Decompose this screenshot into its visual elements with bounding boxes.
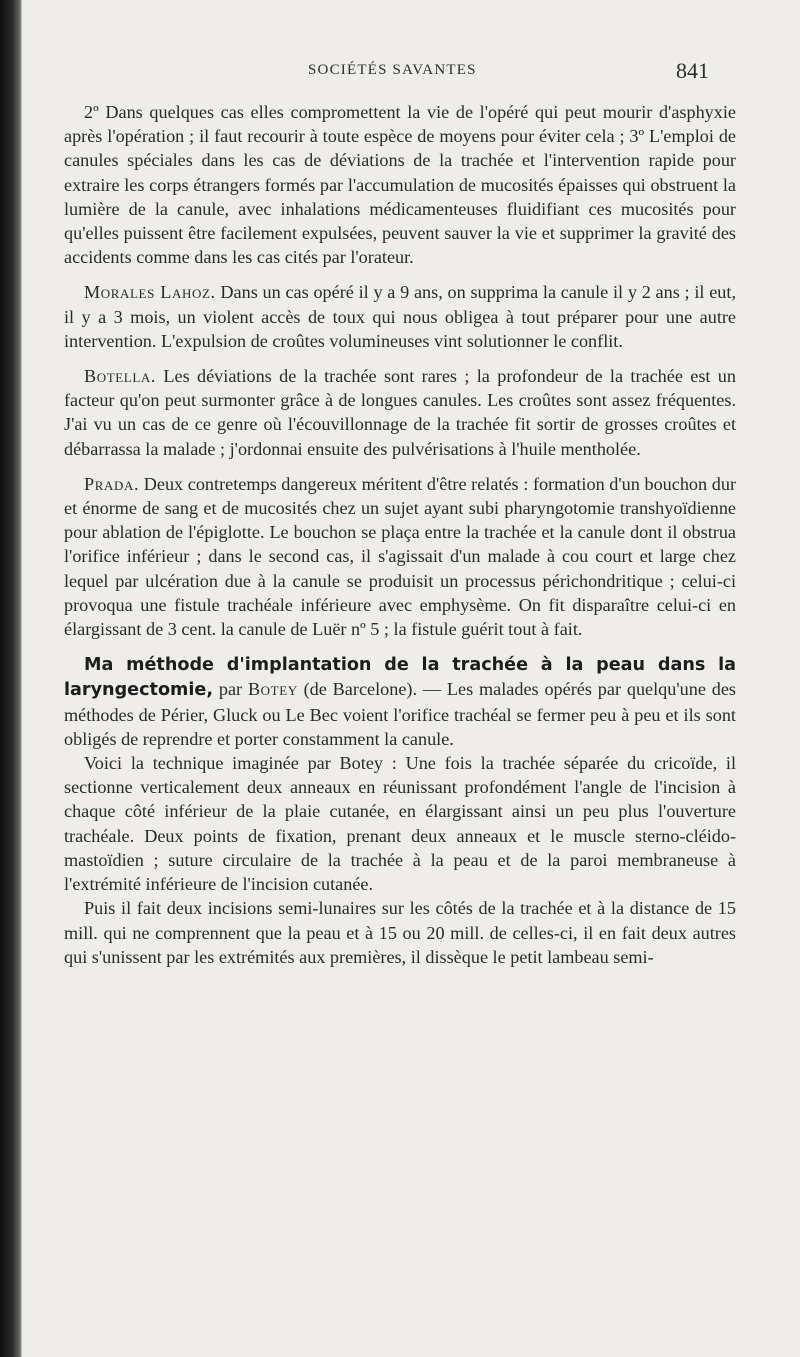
paragraph-text: Deux contretemps dangereux méritent d'être relatés : formation d'un bouchon dur et énorme de sang et de mucosités chez un sujet ayant subi pharyngotomie transhyoïdienne pour ablation de l'épiglotte. Le bouchon se plaça entre la trachée et la canule dont il obstrua l'orifice inférieur ; dans le second cas, il s'agissait d'un malade à cou court et large chez lequel par ulcération due à la canule se produisit un processus périchondritique ; celui-ci provoqua une fistule trachéale inférieure avec emphysème. On fit disparaître celui-ci en élargissant de 3 cent. la canule de Luër nº 5 ; la fistule guérit tout à fait. bbox=[64, 473, 736, 640]
paragraph-botella bbox=[64, 364, 736, 461]
body-text bbox=[64, 100, 736, 969]
book-page bbox=[22, 0, 800, 1357]
speaker-name: Botella. bbox=[84, 366, 157, 387]
section-author: Botey bbox=[247, 679, 298, 700]
paragraph-text: Dans un cas opéré il y a 9 ans, on supprima la canule il y 2 ans ; il eut, il y a 3 mois, un violent accès de toux qui nous obligea à tout préparer pour une autre intervention. L'expulsion de croûtes volumineuses vint solutionner le conflit. bbox=[64, 282, 736, 351]
paragraph-text: Puis il fait deux incisions semi-lunaires sur les côtés de la trachée et à la distance de 15 mill. qui ne comprennent que la peau et à 15 ou 20 mill. de celles-ci, il en fait deux autres qui s'unissent par les extrémités aux premières, il dissèque le petit lambeau semi- bbox=[64, 898, 736, 967]
paragraph-prada bbox=[64, 472, 736, 641]
section-intro-text: (de Barcelone). — Les malades opérés par quelqu'une des méthodes de Périer, Gluck ou Le Bec voient l'orifice trachéal se fermer peu à peu et ils sont obligés de reprendre et porter constamment la canule. bbox=[64, 679, 736, 749]
paragraph-numbered-point bbox=[64, 100, 736, 269]
paragraph-text: Voici la technique imaginée par Botey : Une fois la trachée séparée du cricoïde, il sectionne verticalement deux anneaux en réunissant profondément l'angle de l'incision à chaque côté inférieur de la plaie cutanée, en élargissant ainsi un peu plus l'ouverture trachéale. Deux points de fixation, prenant deux anneaux et le muscle sterno-cléido-mastoïdien ; suture circulaire de la trachée à la peau et de la paroi membraneuse à l'extrémité inférieure de l'incision cutanée. bbox=[64, 753, 736, 895]
scan-left-edge bbox=[0, 0, 22, 1357]
paragraph-text: Les déviations de la trachée sont rares ; la profondeur de la trachée est un facteur qu'on peut surmonter grâce à de longues canules. Les croûtes sont assez fréquentes. J'ai vu un cas de ce genre où l'écouvillonnage de la trachée fit sortir de grosses croûtes et débarrassa la malade ; j'ordonnai ensuite des pulvérisations à l'huile mentholée. bbox=[64, 366, 736, 459]
paragraph-technique bbox=[64, 751, 736, 896]
speaker-name: Morales Lahoz. bbox=[84, 282, 216, 303]
running-head bbox=[22, 60, 800, 86]
section-intro-paragraph bbox=[64, 652, 736, 751]
paragraph-incisions bbox=[64, 896, 736, 969]
speaker-name: Prada. bbox=[84, 473, 140, 494]
paragraph-morales-lahoz bbox=[64, 280, 736, 353]
section-by: par bbox=[213, 679, 248, 700]
running-head-title: SOCIÉTÉS SAVANTES bbox=[308, 62, 477, 78]
section-heading: Ma méthode d'implantation de la trachée à la peau dans la laryngectomie, bbox=[64, 655, 736, 701]
paragraph-text: 2º Dans quelques cas elles compromettent la vie de l'opéré qui peut mourir d'asphyxie après l'opération ; il faut recourir à toute espèce de moyens pour éviter cela ; 3º L'emploi de canules spéciales dans les cas de déviations de la trachée et l'intervention rapide pour extraire les corps étrangers formés par l'accumulation de mucosités épaisses qui obstruent la lumière de la canule, avec inhalations médicamenteuses fluidifiant ces mucosités pour qu'elles puissent être facilement expulsées, peuvent sauver la vie et supprimer la gravité des accidents comme dans les cas cités par l'orateur. bbox=[64, 102, 736, 268]
page-number: 841 bbox=[676, 58, 709, 83]
